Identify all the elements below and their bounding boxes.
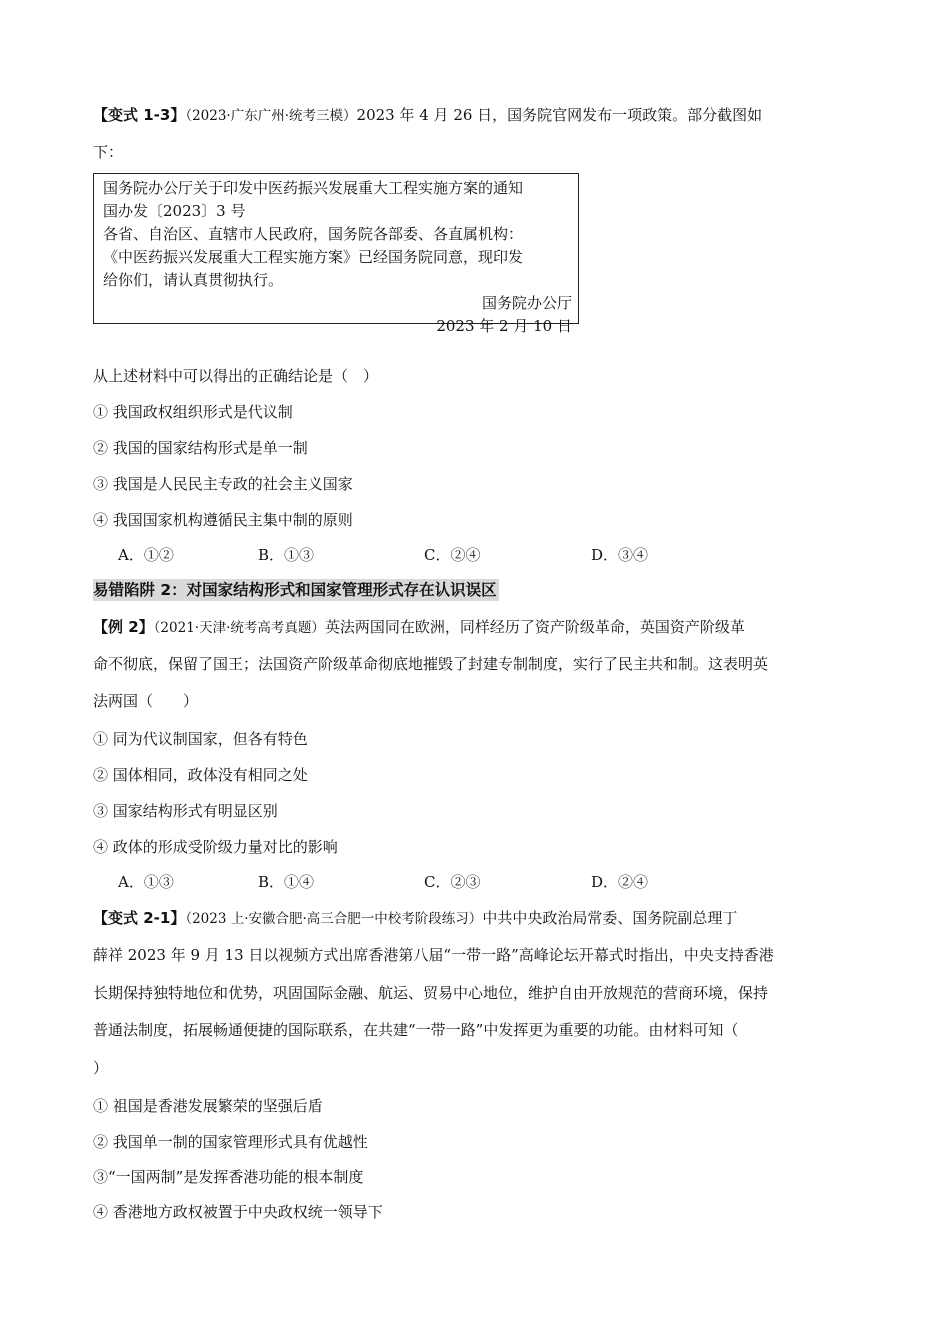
statement-item: ③“一国两制”是发挥香港功能的根本制度	[93, 1168, 364, 1186]
doc-number: 国办发〔2023〕3 号	[103, 202, 246, 220]
question-text: 英法两国同在欧洲，同样经历了资产阶级革命，英国资产阶级革	[324, 618, 745, 636]
doc-title: 国务院办公厅关于印发中医药振兴发展重大工程实施方案的通知	[103, 179, 524, 197]
question-text-line: ）	[93, 1059, 109, 1077]
document-excerpt-box	[93, 173, 579, 335]
statement-item: ① 祖国是香港发展繁荣的坚强后盾	[93, 1097, 323, 1115]
example-2-header	[93, 617, 745, 638]
statement-item: ③ 我国是人民民主专政的社会主义国家	[93, 475, 353, 493]
option-b[interactable]: B．①④	[258, 873, 315, 891]
doc-body: 《中医药振兴发展重大工程实施方案》已经国务院同意，现印发	[103, 248, 524, 266]
question-tag: 【例 2】	[93, 618, 154, 636]
statement-item: ① 同为代议制国家，但各有特色	[93, 730, 308, 748]
statement-item: ④ 我国国家机构遵循民主集中制的原则	[93, 511, 353, 529]
question-text: 2023 年 4 月 26 日，国务院官网发布一项政策。部分截图如	[356, 106, 763, 124]
doc-recipients: 各省、自治区、直辖市人民政府，国务院各部委、各直属机构：	[103, 225, 524, 243]
question-source: （2023·广东广州·统考三模）	[185, 108, 357, 124]
statement-item: ② 我国的国家结构形式是单一制	[93, 439, 308, 457]
statement-item: ② 我国单一制的国家管理形式具有优越性	[93, 1133, 368, 1151]
question-text-line: 长期保持独特地位和优势，巩固国际金融、航运、贸易中心地位，维护自由开放规范的营商环境，保持	[93, 984, 769, 1002]
option-a[interactable]: A．①②	[118, 546, 174, 564]
question-text-line: 法两国（ ）	[93, 692, 199, 710]
question-text-line: 下：	[93, 143, 124, 161]
doc-body: 给你们，请认真贯彻执行。	[103, 271, 284, 289]
question-source: （2021·天津·统考高考真题）	[153, 620, 325, 636]
option-d[interactable]: D．②④	[591, 873, 649, 891]
question-tag: 【变式 1-3】	[93, 106, 186, 124]
option-d[interactable]: D．③④	[591, 546, 649, 564]
question-text-line: 普通法制度，拓展畅通便捷的国际联系，在共建“一带一路”中发挥更为重要的功能。由材料可知（	[93, 1021, 739, 1039]
doc-signer: 国务院办公厅	[481, 294, 572, 312]
section-heading: 易错陷阱 2：对国家结构形式和国家管理形式存在认识误区	[93, 581, 497, 599]
option-c[interactable]: C．②④	[424, 546, 481, 564]
question-text-line: 命不彻底，保留了国王；法国资产阶级革命彻底地摧毁了封建专制制度，实行了民主共和制。这表明英	[93, 655, 769, 673]
question-2-1-header	[93, 908, 737, 929]
option-c[interactable]: C．②③	[424, 873, 481, 891]
question-1-3-header	[93, 105, 762, 126]
statement-item: ④ 香港地方政权被置于中央政权统一领导下	[93, 1203, 383, 1221]
question-text: 中共中央政治局常委、国务院副总理丁	[482, 909, 738, 927]
question-stem: 从上述材料中可以得出的正确结论是（ ）	[93, 367, 379, 385]
option-b[interactable]: B．①③	[258, 546, 315, 564]
option-a[interactable]: A．①③	[118, 873, 174, 891]
statement-item: ① 我国政权组织形式是代议制	[93, 403, 293, 421]
question-text-line: 薛祥 2023 年 9 月 13 日以视频方式出席香港第八届“一带一路”高峰论坛开幕式时指出，中央支持香港	[93, 946, 774, 964]
statement-item: ③ 国家结构形式有明显区别	[93, 802, 278, 820]
doc-date: 2023 年 2 月 10 日	[436, 317, 572, 335]
question-source: （2023 上·安徽合肥·高三合肥一中校考阶段练习）	[185, 911, 483, 927]
statement-item: ④ 政体的形成受阶级力量对比的影响	[93, 838, 338, 856]
question-tag: 【变式 2-1】	[93, 909, 186, 927]
statement-item: ② 国体相同，政体没有相同之处	[93, 766, 308, 784]
